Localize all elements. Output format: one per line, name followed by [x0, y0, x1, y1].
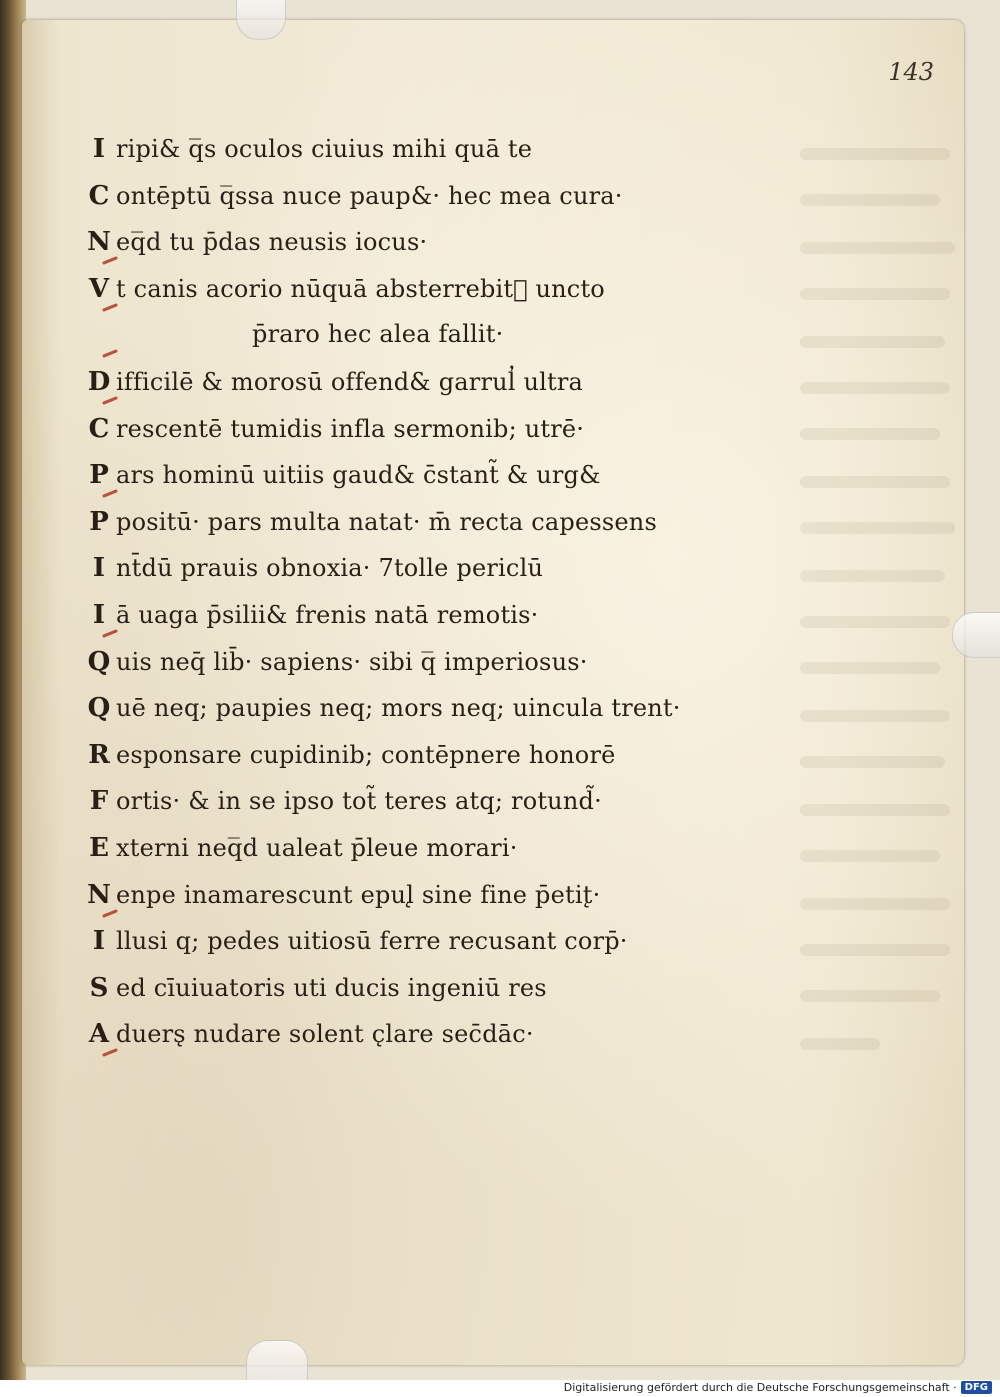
verse-line	[82, 600, 782, 647]
folio-number: 143	[888, 58, 934, 86]
verse-line	[82, 227, 782, 274]
verse-text: ifficilē & morosū offend& garrul̓ ultra	[116, 367, 584, 396]
verse-initial: V	[88, 273, 110, 304]
verse-text: positū· pars multa natat· m̄ recta capessens	[116, 507, 657, 536]
verse-line	[82, 786, 782, 833]
verse-line	[82, 740, 782, 787]
verse-text: t canis acorio nūquā absterrebit᷑ uncto	[116, 274, 605, 303]
verse-line	[82, 320, 782, 367]
verse-line	[82, 367, 782, 414]
verse-initial: N	[87, 227, 111, 258]
verse-initial: P	[89, 506, 109, 537]
verse-initial: I	[92, 553, 106, 584]
verse-line	[82, 926, 782, 973]
verse-initial: I	[92, 926, 106, 957]
verse-initial: N	[87, 879, 111, 910]
verse-text: ed cīuiuatoris uti ducis ingeniū res	[116, 973, 547, 1002]
dfg-logo: DFG	[961, 1381, 992, 1394]
verse-initial: E	[89, 832, 109, 863]
verse-text: p̄raro hec alea fallit·	[252, 320, 504, 349]
rubric-mark	[102, 349, 118, 358]
verse-text: nt̄dū prauis obnoxia· 7tolle periclū	[116, 554, 544, 583]
verse-initial: Q	[87, 693, 111, 724]
verse-initial: I	[92, 599, 106, 630]
rubric-mark	[102, 489, 118, 498]
verse-text: uē neq; paupies neq; mors neq; uincula trent·	[116, 694, 681, 723]
verse-line	[82, 507, 782, 554]
verse-text: llusi q; pedes uitiosū ferre recusant corp̄·	[116, 927, 628, 956]
verse-text: esponsare cupidinib; contēpnere honorē	[116, 740, 616, 769]
verse-line	[82, 647, 782, 694]
book-clip-right	[952, 612, 1000, 658]
verse-line	[82, 134, 782, 181]
verse-text: enpe inamarescunt epul̨ sine fine p̄etit̨·	[116, 880, 601, 909]
verse-line	[82, 833, 782, 880]
verse-text: eq̅d tu p̄das neusis iocus·	[116, 228, 428, 257]
manuscript-page	[22, 20, 964, 1365]
verse-text: ontēptū q̅ssa nuce paup&· hec mea cura·	[116, 181, 623, 210]
verse-initial: Q	[87, 646, 111, 677]
rubric-mark	[102, 303, 118, 312]
rubric-mark	[102, 396, 118, 405]
verse-initial: D	[87, 366, 111, 397]
verse-initial: P	[89, 460, 109, 491]
verse-text: uis neq̄ lib̄· sapiens· sibi q̅ imperiosus·	[116, 647, 588, 676]
verse-initial: F	[89, 786, 109, 817]
verse-line	[82, 1019, 782, 1066]
verse-text: ripi& q̅s oculos ciuius mihi quā te	[116, 135, 533, 163]
verse-line	[82, 414, 782, 461]
verse-line	[82, 693, 782, 740]
verse-line	[82, 973, 782, 1020]
verse-text: ā uaga p̄silii& frenis natā remotis·	[116, 600, 539, 629]
verse-line	[82, 274, 782, 321]
verse-initial: R	[88, 739, 110, 770]
book-clip-top	[236, 0, 286, 40]
verse-initial: I	[92, 134, 106, 164]
verse-text: rescentē tumidis infla sermonib; utrē·	[116, 414, 585, 443]
rubric-mark	[102, 1048, 118, 1057]
verse-text-block	[82, 134, 782, 1066]
verse-text: ars hominū uitiis gaud& c̄stant̃ & urg&	[116, 461, 601, 490]
verse-initial: C	[88, 180, 110, 211]
verse-initial: C	[88, 413, 110, 444]
credit-text: Digitalisierung gefördert durch die Deutsche Forschungsgemeinschaft ·	[563, 1381, 957, 1394]
verse-text: xterni neq̅d ualeat p̄leue morari·	[116, 833, 518, 862]
digitization-credit	[562, 1380, 994, 1395]
verse-text: ortis· & in se ipso tot̃ teres atq; rotund̃·	[116, 787, 602, 816]
verse-line	[82, 460, 782, 507]
rubric-mark	[102, 909, 118, 918]
rubric-mark	[102, 629, 118, 638]
verse-line	[82, 553, 782, 600]
verse-text: duers̨ nudare solent c̨lare sec̄dāc·	[116, 1020, 534, 1049]
verse-initial: A	[88, 1019, 110, 1050]
show-through-text	[800, 138, 960, 1118]
verse-initial: S	[89, 972, 109, 1003]
verse-line	[82, 181, 782, 228]
rubric-mark	[102, 256, 118, 265]
verse-line	[82, 880, 782, 927]
